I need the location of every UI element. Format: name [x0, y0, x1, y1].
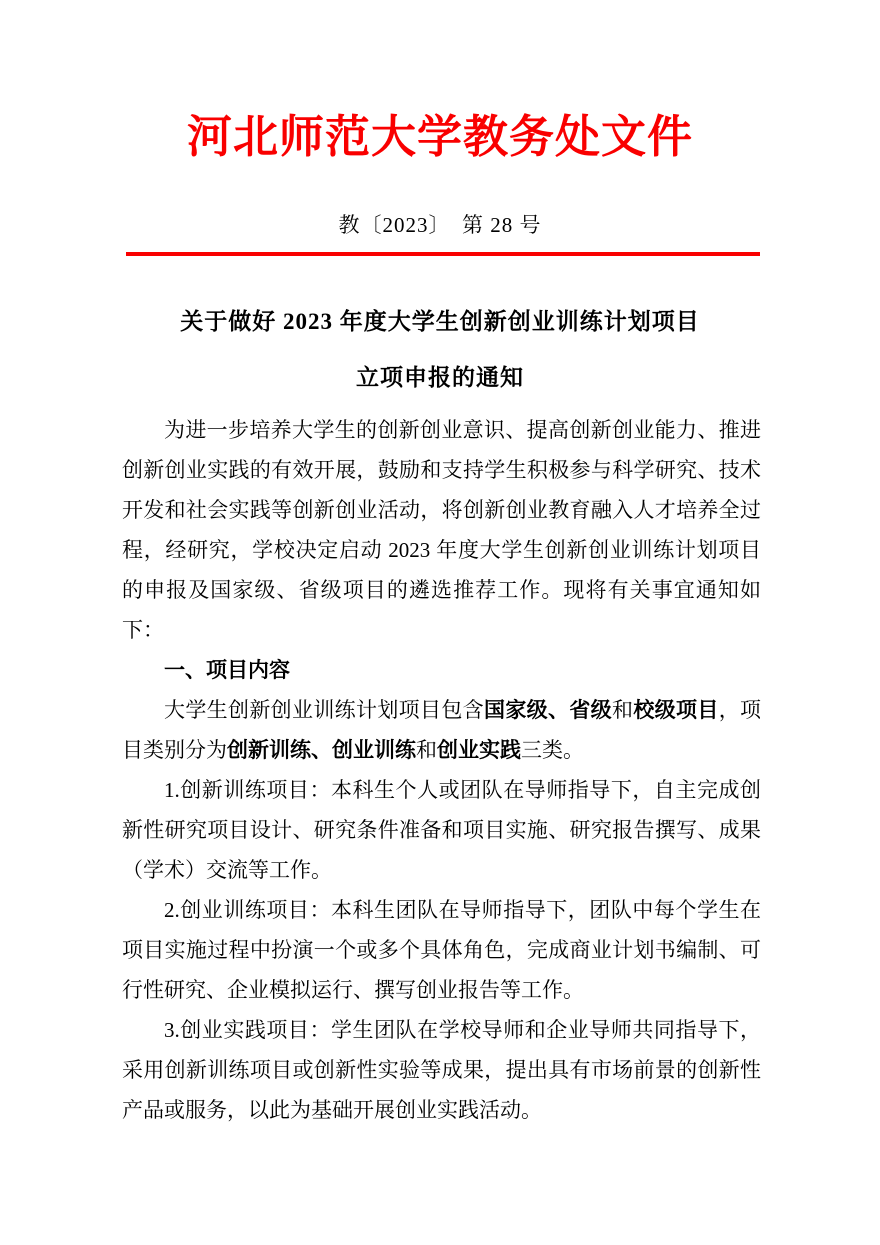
innovation-training-item: 1.创新训练项目：本科生个人或团队在导师指导下，自主完成创新性研究项目设计、研究条件准备和项目实施、研究报告撰写、成果（学术）交流等工作。	[122, 778, 761, 882]
red-divider-line	[126, 252, 760, 256]
notice-title	[0, 294, 880, 406]
types-run-national-provincial: 国家级、省级	[484, 698, 612, 722]
document-body	[122, 410, 761, 1130]
notice-title-line2: 立项申报的通知	[356, 365, 524, 390]
entrepreneurship-practice-item: 3.创业实践项目：学生团队在学校导师和企业导师共同指导下，采用创新训练项目或创新性实验等成果，提出具有市场前景的创新性产品或服务，以此为基础开展创业实践活动。	[122, 1018, 761, 1122]
types-run-and-1: 和	[612, 698, 634, 722]
notice-title-line1: 关于做好 2023 年度大学生创新创业训练计划项目	[180, 309, 700, 334]
types-run-and-2: 和	[416, 738, 437, 762]
types-run-categories-intro: ，项目类别分为	[122, 698, 762, 762]
section-heading-project-content: 一、项目内容	[164, 658, 290, 682]
types-run-plain: 大学生创新创业训练计划项目包含	[164, 698, 484, 722]
types-run-end: 三类。	[521, 738, 584, 762]
document-reference-number: 教〔2023〕 第 28 号	[338, 213, 542, 237]
agency-header-title: 河北师范大学教务处文件	[186, 112, 693, 162]
intro-paragraph: 为进一步培养大学生的创新创业意识、提高创新创业能力、推进创新创业实践的有效开展，鼓励和支持学生积极参与科学研究、技术开发和社会实践等创新创业活动，将创新创业教育融入人才培养全过程，经研究，学校决定启动 2023 年度大学生创新创业训练计划项目的申报及国家级、省级项目的遴选推荐工作。现将有关事宜通知如下：	[122, 418, 761, 642]
types-run-entrepreneurship-practice: 创业实践	[437, 738, 521, 762]
types-run-innovation-entrepreneurship-training: 创新训练、创业训练	[227, 738, 416, 762]
types-run-school-level: 校级项目	[633, 698, 719, 722]
project-types-paragraph	[122, 690, 761, 770]
entrepreneurship-training-item: 2.创业训练项目：本科生团队在导师指导下，团队中每个学生在项目实施过程中扮演一个或多个具体角色，完成商业计划书编制、可行性研究、企业模拟运行、撰写创业报告等工作。	[122, 898, 761, 1002]
